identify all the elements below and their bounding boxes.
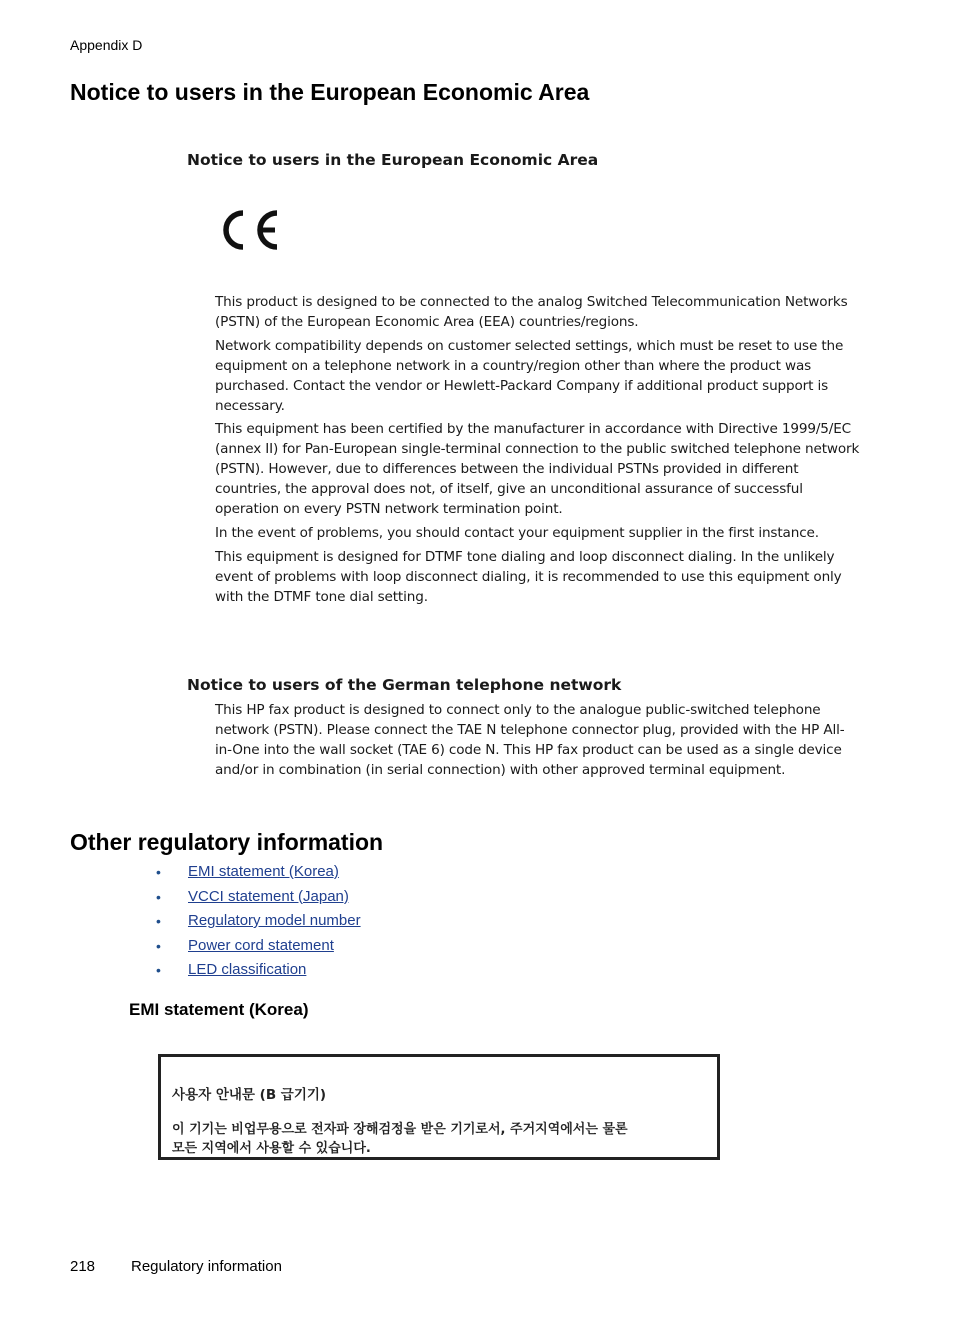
korea-emi-notice-box	[158, 1054, 720, 1160]
bullet: •	[156, 962, 161, 978]
scan-paragraph-dtmf	[215, 547, 905, 607]
section-title-other-regulatory: Other regulatory information	[70, 829, 384, 855]
text-line: with the DTMF tone dial setting.	[215, 589, 428, 605]
list-item	[150, 911, 361, 936]
link-power-cord-statement[interactable]: Power cord statement	[188, 936, 334, 954]
scan-paragraph-german	[215, 700, 905, 780]
text-line: Network compatibility depends on customer selected settings, which must be reset to use the	[215, 338, 844, 354]
text-line: network (PSTN). Please connect the TAE N telephone connector plug, provided with the HP All-	[215, 722, 845, 738]
bullet: •	[156, 937, 161, 954]
text-line: In the event of problems, you should contact your equipment supplier in the first instance.	[215, 525, 819, 541]
text-line: event of problems with loop disconnect dialing, it is recommended to use this equipment only	[215, 569, 842, 585]
regulatory-links-list	[150, 862, 361, 985]
list-item	[150, 936, 361, 961]
text-line: 이 기기는 비업무용으로 전자파 장해검정을 받은 기기로서, 주거지역에서는 물론	[172, 1122, 628, 1137]
text-line: purchased. Contact the vendor or Hewlett-Packard Company if additional product support is	[215, 378, 829, 394]
text-line: operation on every PSTN network termination point.	[215, 501, 563, 517]
text-line: This HP fax product is designed to connect only to the analogue public-switched telephone	[215, 702, 821, 718]
subsection-title-emi-korea: EMI statement (Korea)	[129, 1000, 309, 1019]
list-item	[150, 862, 361, 887]
text-line: (PSTN). However, due to differences between the individual PSTNs provided in different	[215, 461, 799, 477]
scan-paragraph-compatibility	[215, 336, 905, 416]
list-item	[150, 960, 361, 985]
link-led-classification[interactable]: LED classification	[188, 961, 307, 978]
link-vcci-japan[interactable]: VCCI statement (Japan)	[188, 887, 349, 905]
running-head: Appendix D	[70, 37, 143, 53]
ce-mark-icon	[216, 205, 282, 255]
scan-paragraph-certification	[215, 419, 905, 519]
korea-notice-body	[172, 1120, 628, 1158]
link-emi-korea[interactable]: EMI statement (Korea)	[188, 863, 339, 880]
scan-paragraph-problems	[215, 523, 905, 543]
text-line: This equipment is designed for DTMF tone dialing and loop disconnect dialing. In the unlikely	[215, 549, 835, 565]
text-line: countries, the approval does not, of itself, give an unconditional assurance of successful	[215, 481, 803, 497]
scan-title-eea: Notice to users in the European Economic Area	[187, 151, 599, 169]
footer-section-name: Regulatory information	[131, 1258, 282, 1275]
list-item	[150, 887, 361, 912]
text-line: This equipment has been certified by the manufacturer in accordance with Directive 1999/5/EC	[215, 421, 852, 437]
bullet: •	[156, 913, 161, 929]
bullet: •	[156, 864, 161, 880]
text-line: 모든 지역에서 사용할 수 있습니다.	[172, 1141, 371, 1156]
link-regulatory-model-number[interactable]: Regulatory model number	[188, 912, 361, 929]
text-line: necessary.	[215, 398, 285, 414]
korea-notice-title: 사용자 안내문 (B 급기기)	[172, 1087, 327, 1103]
text-line: and/or in combination (in serial connection) with other approved terminal equipment.	[215, 762, 786, 778]
text-line: (annex II) for Pan-European single-terminal connection to the public switched telephone network	[215, 441, 860, 457]
text-line: (PSTN) of the European Economic Area (EEA) countries/regions.	[215, 314, 639, 330]
text-line: in-One into the wall socket (TAE 6) code N. This HP fax product can be used as a single device	[215, 742, 842, 758]
text-line: This product is designed to be connected to the analog Switched Telecommunication Networks	[215, 294, 848, 310]
scan-title-german: Notice to users of the German telephone network	[187, 676, 622, 694]
scan-paragraph-pstn	[215, 292, 905, 332]
section-title-eea: Notice to users in the European Economic Area	[70, 79, 590, 105]
text-line: equipment on a telephone network in a country/region other than where the product was	[215, 358, 812, 374]
page-number: 218	[70, 1258, 96, 1275]
bullet: •	[156, 888, 161, 905]
